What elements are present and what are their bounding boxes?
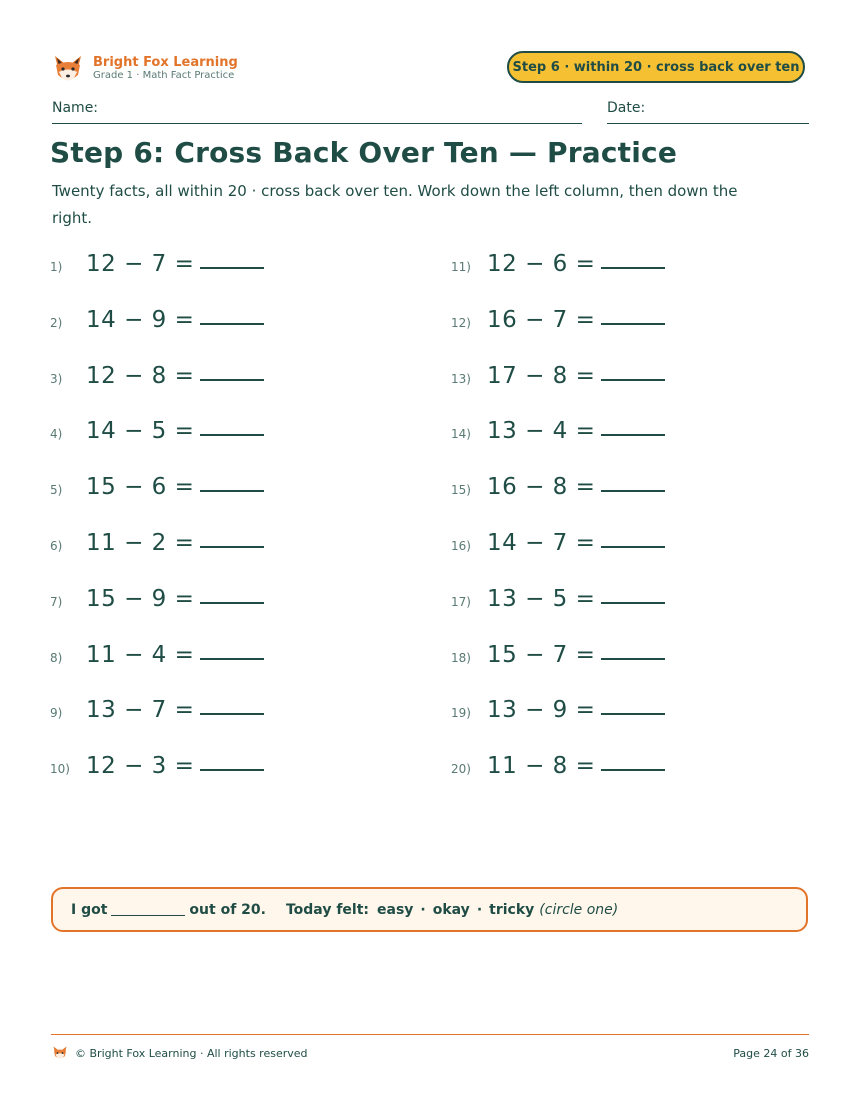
problem-item	[50, 474, 264, 500]
problem-item	[50, 251, 264, 277]
problem-expression: 12 − 8 =	[86, 362, 195, 389]
problem-item	[451, 642, 665, 668]
problem-number: 18)	[451, 650, 471, 665]
problem-item	[50, 530, 264, 556]
answer-blank[interactable]	[200, 489, 264, 492]
problem-item	[50, 642, 264, 668]
problem-expression: 12 − 3 =	[86, 753, 195, 780]
page-title: Step 6: Cross Back Over Ten — Practice	[50, 136, 678, 169]
problem-number: 11)	[451, 260, 471, 274]
score-box	[51, 887, 808, 932]
answer-blank[interactable]	[200, 266, 264, 269]
answer-blank[interactable]	[601, 545, 665, 548]
problem-item	[451, 418, 665, 444]
problem-number: 19)	[451, 706, 471, 721]
problem-item	[451, 363, 665, 389]
problem-item	[451, 251, 665, 277]
answer-blank[interactable]	[601, 712, 665, 715]
answer-blank[interactable]	[601, 657, 665, 660]
problem-number: 8)	[50, 650, 63, 665]
problem-expression: 16 − 7 =	[487, 306, 596, 333]
problem-number: 5)	[50, 483, 63, 498]
problem-item	[451, 586, 665, 612]
footer-divider	[51, 1034, 809, 1035]
problem-expression: 17 − 8 =	[487, 362, 596, 389]
problem-number: 10)	[50, 762, 70, 777]
problem-expression: 14 − 9 =	[86, 306, 195, 333]
score-out-of: out of 20.	[189, 901, 266, 918]
answer-blank[interactable]	[601, 489, 665, 492]
problem-expression: 15 − 7 =	[487, 641, 596, 668]
problem-number: 6)	[50, 539, 63, 553]
problem-expression: 13 − 4 =	[487, 418, 596, 445]
problem-number: 12)	[451, 315, 471, 330]
problem-expression: 13 − 7 =	[86, 697, 195, 724]
problem-number: 16)	[451, 539, 471, 553]
answer-blank[interactable]	[601, 433, 665, 436]
answer-blank[interactable]	[200, 601, 264, 604]
problem-item	[451, 753, 665, 779]
problem-expression: 13 − 5 =	[487, 585, 596, 612]
score-got-label: I got	[71, 901, 108, 918]
score-blank[interactable]	[111, 903, 185, 916]
answer-blank[interactable]	[601, 378, 665, 381]
answer-blank[interactable]	[200, 712, 264, 715]
problem-number: 15)	[451, 483, 471, 498]
felt-label: Today felt:	[285, 901, 369, 918]
answer-blank[interactable]	[200, 768, 264, 771]
problem-number: 14)	[451, 427, 471, 442]
problem-expression: 11 − 2 =	[86, 530, 195, 556]
intro-text: Twenty facts, all within 20 · cross back over ten. Work down the left column, then down the right.	[52, 182, 738, 227]
feel-separator: ·	[420, 901, 426, 918]
problem-expression: 16 − 8 =	[487, 474, 596, 501]
problem-number: 1)	[50, 260, 63, 274]
date-field-line[interactable]	[607, 123, 809, 124]
answer-blank[interactable]	[200, 545, 264, 548]
problem-expression: 14 − 5 =	[86, 418, 195, 445]
name-field-line[interactable]	[52, 123, 582, 124]
problem-expression: 15 − 6 =	[86, 474, 195, 501]
problem-item	[451, 307, 665, 333]
problem-item	[451, 474, 665, 500]
answer-blank[interactable]	[601, 322, 665, 325]
problem-item	[50, 697, 264, 723]
problem-item	[50, 586, 264, 612]
name-label: Name:	[52, 100, 99, 116]
answer-blank[interactable]	[200, 433, 264, 436]
feel-option-okay[interactable]: okay	[432, 901, 470, 918]
problem-expression: 14 − 7 =	[487, 530, 596, 556]
answer-blank[interactable]	[200, 322, 264, 325]
problem-item	[50, 753, 264, 779]
problem-expression: 15 − 9 =	[86, 585, 195, 612]
footer-copyright: © Bright Fox Learning · All rights reserved	[75, 1047, 308, 1060]
problem-item	[50, 418, 264, 444]
problem-item	[50, 307, 264, 333]
answer-blank[interactable]	[200, 378, 264, 381]
problem-item	[50, 363, 264, 389]
problem-number: 17)	[451, 594, 471, 609]
problem-item	[451, 530, 665, 556]
feel-option-tricky[interactable]: tricky	[489, 901, 535, 918]
answer-blank[interactable]	[601, 601, 665, 604]
problem-expression: 12 − 6 =	[487, 251, 596, 277]
page-number: Page 24 of 36	[733, 1047, 809, 1060]
feel-separator: ·	[476, 901, 483, 918]
problem-expression: 13 − 9 =	[487, 697, 596, 724]
date-label: Date:	[607, 100, 646, 116]
problem-number: 7)	[50, 594, 63, 609]
problem-number: 4)	[50, 427, 63, 442]
step-badge: Step 6 · within 20 · cross back over ten	[507, 51, 805, 83]
problem-expression: 11 − 8 =	[487, 753, 596, 780]
problem-number: 9)	[50, 706, 63, 721]
brand-subtitle: Grade 1 · Math Fact Practice	[93, 70, 235, 81]
problem-expression: 12 − 7 =	[86, 251, 195, 277]
problem-number: 2)	[50, 315, 63, 330]
problem-number: 3)	[50, 371, 63, 386]
fox-logo-icon	[52, 1045, 68, 1061]
answer-blank[interactable]	[200, 657, 264, 660]
answer-blank[interactable]	[601, 266, 665, 269]
problem-expression: 11 − 4 =	[86, 641, 195, 668]
problem-item	[451, 697, 665, 723]
feel-option-easy[interactable]: easy	[377, 901, 414, 918]
brand-name: Bright Fox Learning	[93, 55, 238, 70]
fox-logo-icon	[52, 53, 84, 85]
problem-number: 20)	[451, 762, 471, 777]
circle-instruction: (circle one)	[539, 901, 619, 918]
problem-number: 13)	[451, 371, 471, 386]
answer-blank[interactable]	[601, 768, 665, 771]
